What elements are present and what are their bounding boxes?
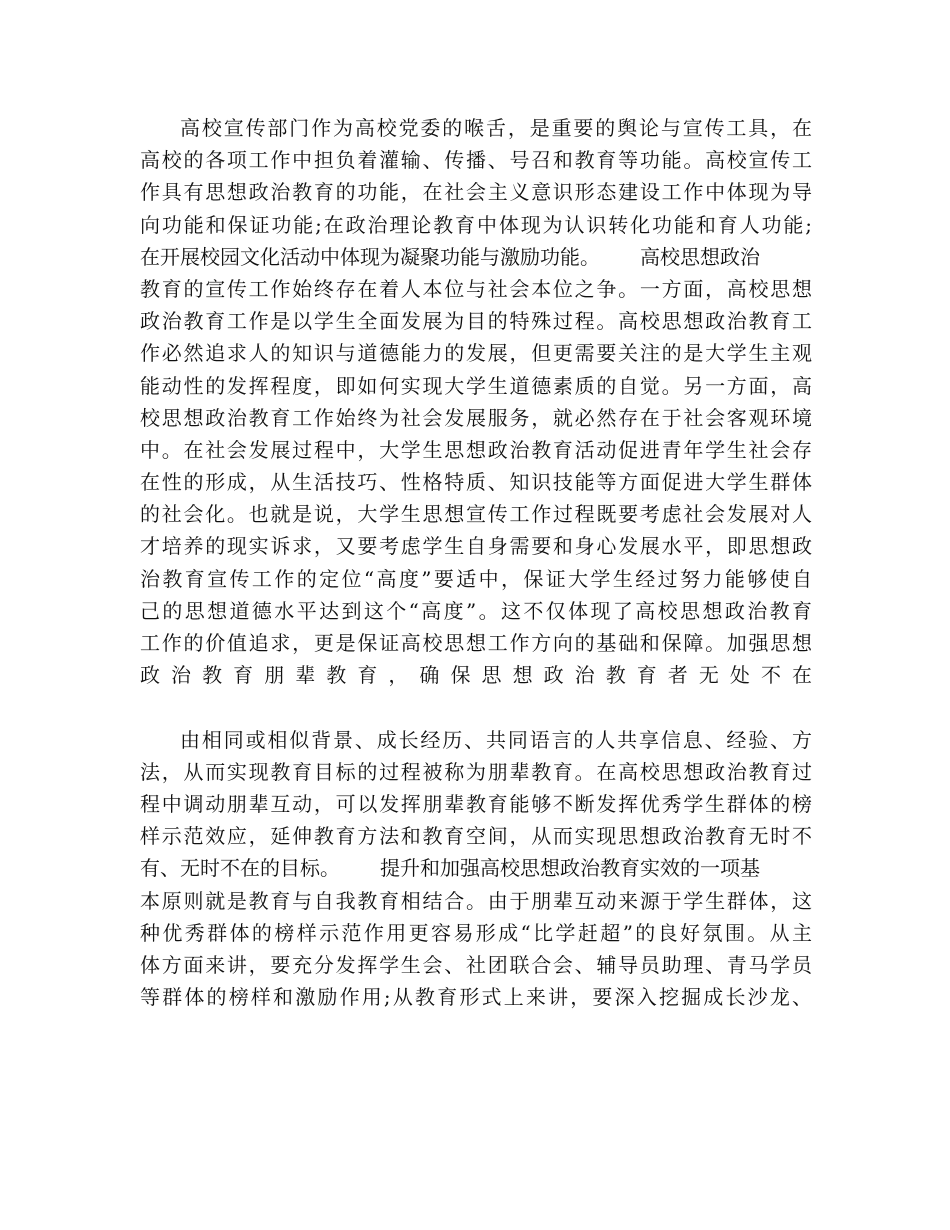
text-line: 样示范效应，延伸教育方法和教育空间，从而实现思想政治教育无时不	[140, 824, 812, 849]
text-line	[140, 691, 812, 723]
text-line: 作具有思想政治教育的功能，在社会主义意识形态建设工作中体现为导	[140, 180, 812, 205]
text-line: 高校宣传部门作为高校党委的喉舌，是重要的舆论与宣传工具，在	[180, 116, 812, 140]
text-segment: 提升和加强高校思想政治教育实效的一项基	[380, 856, 760, 881]
text-line: 程中调动朋辈互动，可以发挥朋辈教育能够不断发挥优秀学生群体的榜	[140, 791, 812, 816]
text-line	[140, 241, 812, 273]
text-line: 向功能和保证功能;在政治理论教育中体现为认识转化功能和育人功能;	[140, 212, 812, 237]
text-line: 校思想政治教育工作始终为社会发展服务，就必然存在于社会客观环境	[140, 405, 812, 430]
text-line: 在性的形成，从生活技巧、性格特质、知识技能等方面促进大学生群体	[140, 470, 812, 495]
text-line: 由相同或相似背景、成长经历、共同语言的人共享信息、经验、方	[180, 727, 812, 752]
text-segment: 有、无时不在的目标。	[140, 856, 340, 881]
text-line: 治教育宣传工作的定位“高度”要适中，保证大学生经过努力能够使自	[140, 566, 812, 591]
text-line: 法，从而实现教育目标的过程被称为朋辈教育。在高校思想政治教育过	[140, 759, 812, 784]
text-segment: 在开展校园文化活动中体现为凝聚功能与激励功能。	[140, 244, 600, 269]
text-line: 等群体的榜样和激励作用;从教育形式上来讲，要深入挖掘成长沙龙、	[140, 985, 812, 1010]
text-line: 中。在社会发展过程中，大学生思想政治教育活动促进青年学生社会存	[140, 437, 812, 462]
text-line: 本原则就是教育与自我教育相结合。由于朋辈互动来源于学生群体，这	[140, 888, 812, 913]
text-line: 政治教育工作是以学生全面发展为目的特殊过程。高校思想政治教育工	[140, 309, 812, 334]
document-body	[140, 112, 812, 1013]
text-line: 教育的宣传工作始终存在着人本位与社会本位之争。一方面，高校思想	[140, 276, 812, 301]
text-line: 种优秀群体的榜样示范作用更容易形成“比学赶超”的良好氛围。从主	[140, 920, 812, 945]
text-line: 工作的价值追求，更是保证高校思想工作方向的基础和保障。加强思想	[140, 631, 812, 655]
text-line: 政治教育朋辈教育，确保思想政治教育者无处不在	[140, 663, 812, 688]
text-line: 己的思想道德水平达到这个“高度”。这不仅体现了高校思想政治教育	[140, 598, 812, 623]
text-line: 才培养的现实诉求，又要考虑学生自身需要和身心发展水平，即思想政	[140, 534, 812, 559]
text-line: 能动性的发挥程度，即如何实现大学生道德素质的自觉。另一方面，高	[140, 373, 812, 398]
text-line	[140, 852, 812, 884]
text-line: 作必然追求人的知识与道德能力的发展，但更需要关注的是大学生主观	[140, 341, 812, 366]
text-line: 高校的各项工作中担负着灌输、传播、号召和教育等功能。高校宣传工	[140, 148, 812, 173]
text-line: 体方面来讲，要充分发挥学生会、社团联合会、辅导员助理、青马学员	[140, 952, 812, 977]
text-segment: 高校思想政治	[640, 244, 760, 269]
text-line: 的社会化。也就是说，大学生思想宣传工作过程既要考虑社会发展对人	[140, 502, 812, 527]
